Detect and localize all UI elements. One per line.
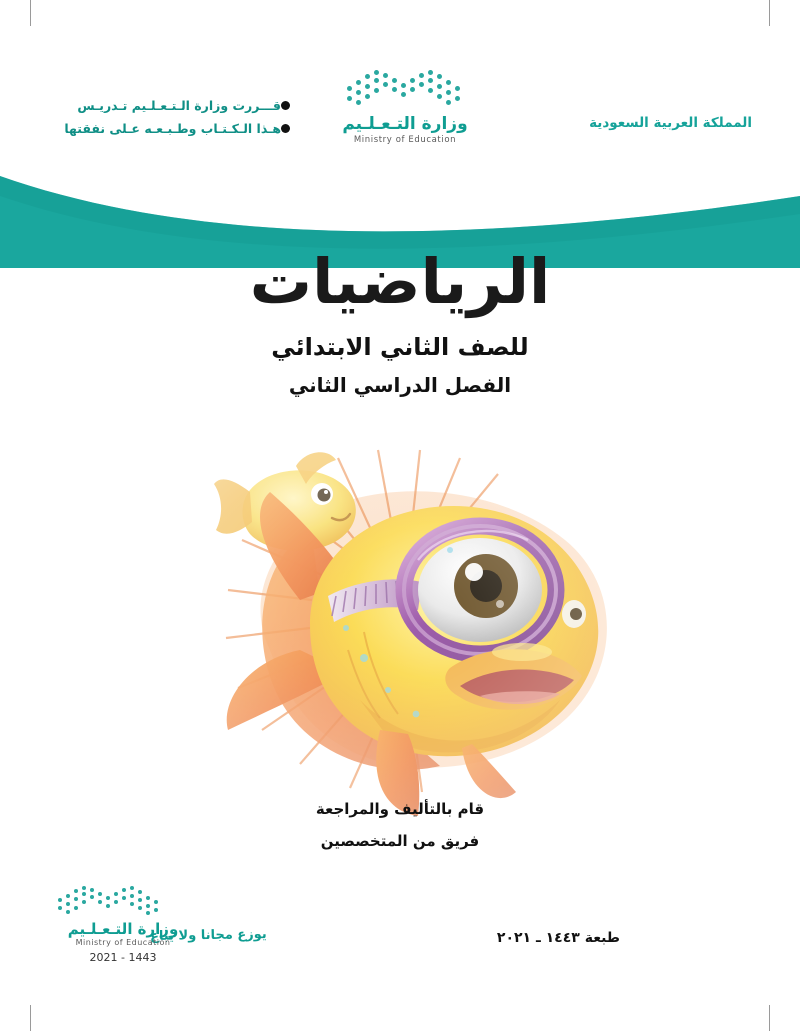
ministry-name-en: Ministry of Education (353, 135, 457, 145)
ministry-decision-note (64, 98, 300, 144)
authors-line-2: فريق من المتخصصين (320, 832, 480, 850)
decision-line-1-text: قـــررت وزارة الـتـعـلـيم تـدريـس (77, 98, 281, 113)
crop-mark-top-right (769, 0, 770, 26)
footer-ministry-logo (28, 886, 218, 976)
title-block (0, 246, 800, 397)
decision-line-1 (70, 98, 300, 113)
page-title: الرياضيات (249, 245, 551, 318)
ministry-logo-icon (345, 70, 465, 112)
footer-ministry-name-ar: وزارة التـعـلـيم (67, 920, 179, 938)
free-distribution-label: يوزع مجانا ولا يباع (149, 926, 267, 945)
ministry-logo-icon (58, 886, 168, 920)
crop-mark-bottom-right (769, 1005, 770, 1031)
footer-years: 2021 - 1443 (89, 951, 157, 964)
ministry-logo (325, 70, 485, 170)
footer-ministry-name-en: Ministry of Education (75, 938, 171, 947)
ministry-name-ar: وزارة التـعـلـيم (342, 114, 468, 134)
crop-mark-bottom-left (30, 1005, 31, 1031)
crop-mark-top-left (30, 0, 31, 26)
decision-line-2-text: هـذا الـكـتـاب وطـبـعـه عـلى نفقتها (64, 121, 281, 136)
decision-line-2 (64, 121, 300, 136)
bullet-icon (281, 124, 290, 133)
cover-illustration (150, 400, 670, 820)
grade-subtitle: للصف الثاني الابتدائي (271, 333, 529, 362)
bullet-icon (281, 101, 290, 110)
term-subtitle: الفصل الدراسي الثاني (288, 373, 512, 398)
authors-line-1: قام بالتأليف والمراجعة (315, 800, 485, 818)
edition-label: طبعة ١٤٤٣ ـ ٢٠٢١ (496, 930, 620, 946)
kingdom-label: المملكة العربية السعودية (589, 115, 752, 131)
authors-block (0, 800, 800, 850)
